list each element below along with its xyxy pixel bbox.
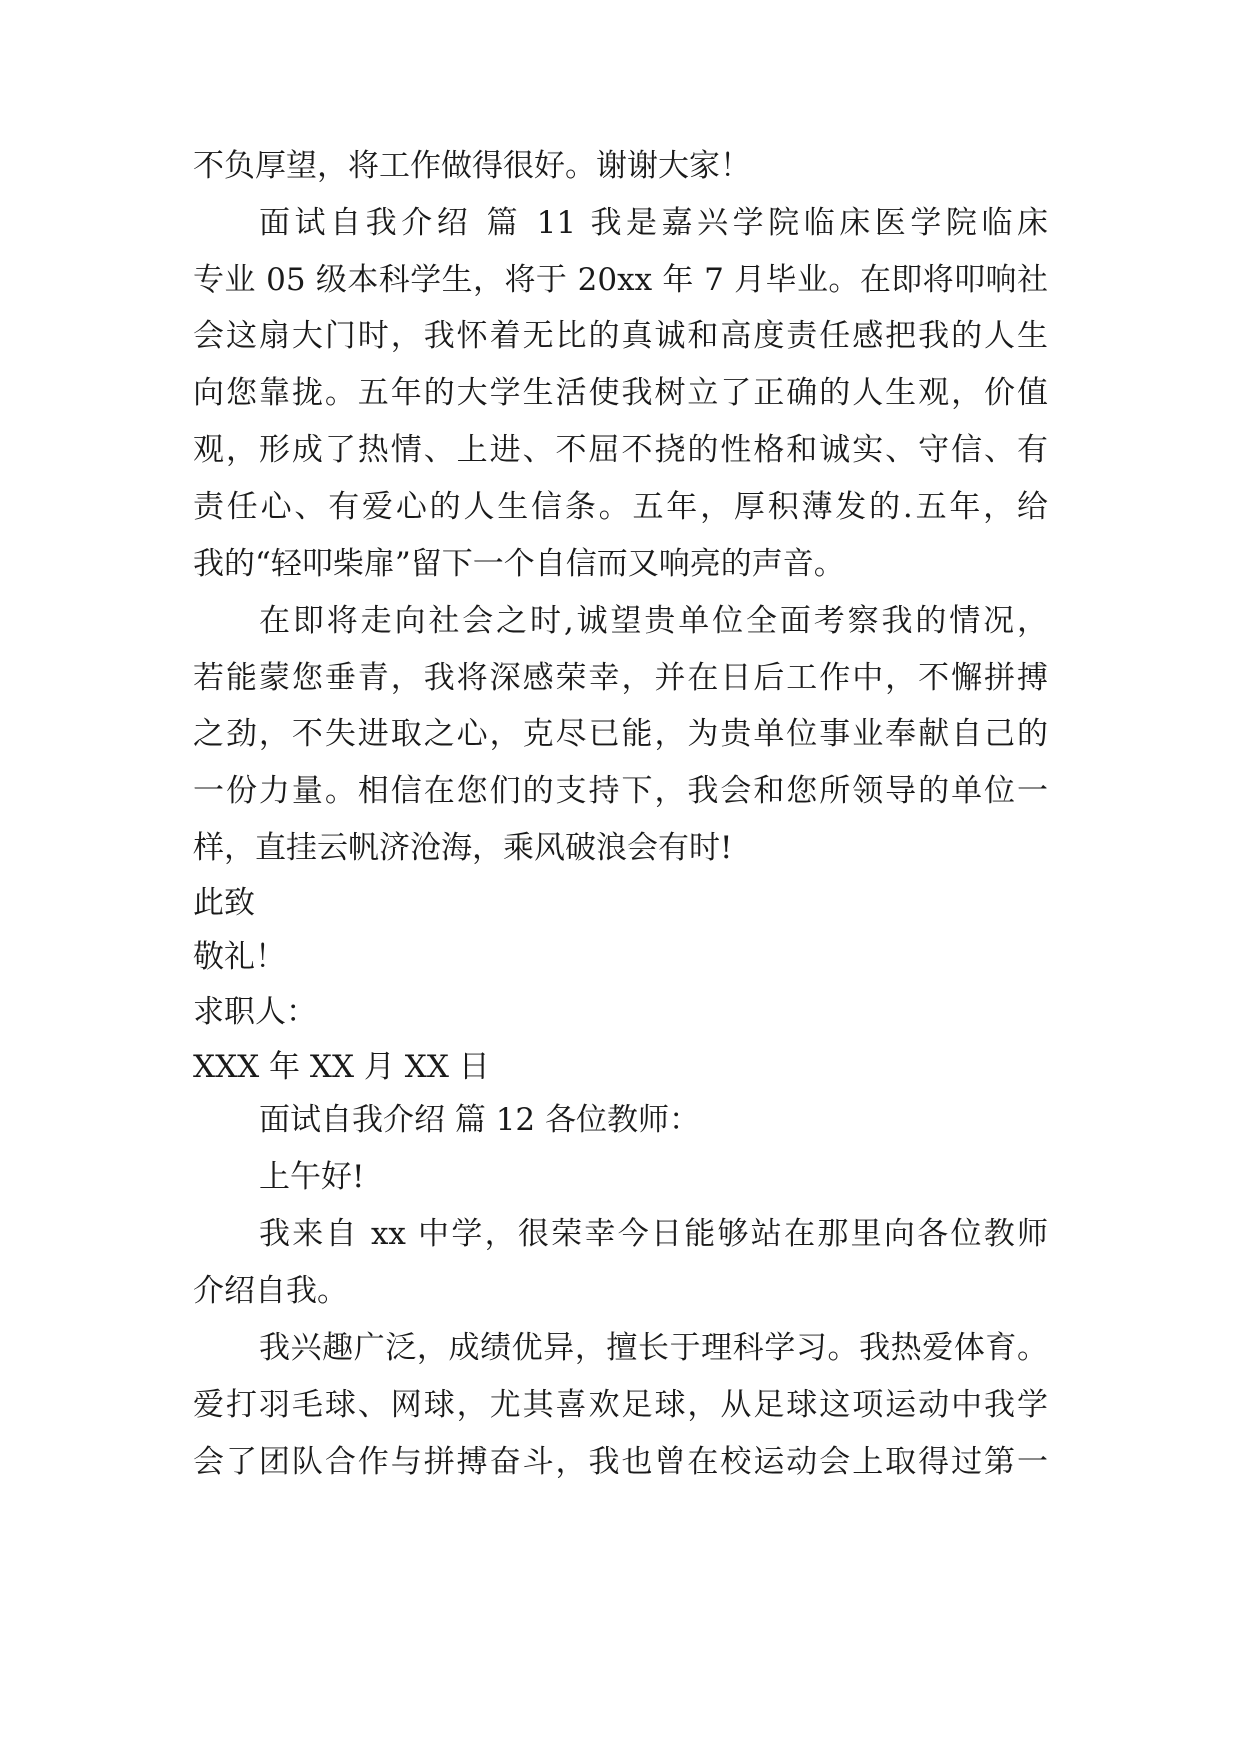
text-line: 样，直挂云帆济沧海，乘风破浪会有时! bbox=[193, 830, 733, 866]
text-line: 会了团队合作与拼搏奋斗，我也曾在校运动会上取得过第一 bbox=[193, 1444, 1048, 1480]
text-line: 介绍自我。 bbox=[193, 1273, 348, 1309]
text-line: 向您靠拢。五年的大学生活使我树立了正确的人生观，价值 bbox=[193, 375, 1048, 411]
text-line: 若能蒙您垂青，我将深感荣幸，并在日后工作中，不懈拼搏 bbox=[193, 660, 1048, 696]
date-line: XXX 年 XX 月 XX 日 bbox=[193, 1049, 490, 1085]
text-line: 我兴趣广泛，成绩优异，擅长于理科学习。我热爱体育。 bbox=[259, 1330, 1048, 1366]
text-line: 之劲，不失进取之心，克尽已能，为贵单位事业奉献自己的 bbox=[193, 716, 1048, 752]
greeting-line: 上午好! bbox=[259, 1159, 365, 1195]
closing-line: 此致 bbox=[193, 885, 255, 921]
text-line: 我来自 xx 中学，很荣幸今日能够站在那里向各位教师 bbox=[259, 1216, 1048, 1252]
text-line: 观，形成了热情、上进、不屈不挠的性格和诚实、守信、有 bbox=[193, 432, 1048, 468]
section-heading-line: 面试自我介绍 篇 12 各位教师： bbox=[259, 1102, 701, 1138]
closing-salute: 敬礼！ bbox=[193, 939, 286, 975]
section-heading-line: 面试自我介绍 篇 11 我是嘉兴学院临床医学院临床 bbox=[259, 205, 1048, 241]
text-line: 爱打羽毛球、网球，尤其喜欢足球，从足球这项运动中我学 bbox=[193, 1387, 1048, 1423]
applicant-label: 求职人： bbox=[193, 994, 317, 1030]
text-line: 不负厚望，将工作做得很好。谢谢大家！ bbox=[193, 148, 751, 184]
text-line: 专业 05 级本科学生，将于 20xx 年 7 月毕业。在即将叩响社 bbox=[193, 262, 1048, 298]
text-line: 我的“轻叩柴扉”留下一个自信而又响亮的声音。 bbox=[193, 546, 845, 582]
text-line: 责任心、有爱心的人生信条。五年，厚积薄发的.五年，给 bbox=[193, 489, 1048, 525]
text-line: 一份力量。相信在您们的支持下，我会和您所领导的单位一 bbox=[193, 773, 1048, 809]
text-line: 会这扇大门时，我怀着无比的真诚和高度责任感把我的人生 bbox=[193, 318, 1048, 354]
text-line: 在即将走向社会之时,诚望贵单位全面考察我的情况， bbox=[259, 603, 1048, 639]
